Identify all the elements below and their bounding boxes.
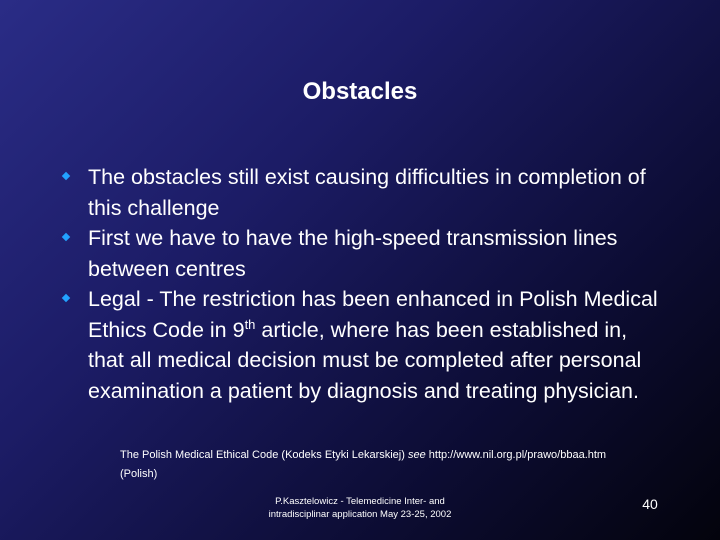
footer <box>245 495 475 521</box>
bullet-item <box>62 284 662 406</box>
reference-language: (Polish) <box>120 468 158 480</box>
diamond-bullet-icon <box>62 233 70 241</box>
bullet-item <box>62 162 662 223</box>
footer-line-1: P.Kasztelowicz - Telemedicine Inter- and <box>275 496 445 507</box>
bullet-text-start: Legal - The restriction has been enhanced in Polish Medical Ethics Code in 9 <box>88 287 658 342</box>
bullet-item <box>62 223 662 284</box>
reference-line <box>120 446 680 465</box>
reference-note <box>120 446 680 484</box>
page-number: 40 <box>642 496 658 512</box>
bullet-text-end: article, where has been established in, that all medical decision must be completed after personal examination a patient by diagnosis and treating physician. <box>88 317 642 403</box>
reference-url: http://www.nil.org.pl/prawo/bbaa.htm <box>425 449 607 461</box>
bullet-text: The obstacles still exist causing difficulties in completion of this challenge <box>88 165 646 220</box>
diamond-bullet-icon <box>62 172 70 180</box>
diamond-bullet-icon <box>62 294 70 302</box>
bullet-list <box>62 162 662 406</box>
footer-line-2: intradisciplinar application May 23-25, 2002 <box>268 509 452 520</box>
ordinal-superscript: th <box>244 316 256 332</box>
slide-title: Obstacles <box>302 78 418 105</box>
see-label: see <box>407 449 426 461</box>
bullet-text: First we have to have the high-speed transmission lines between centres <box>88 226 618 281</box>
reference-text: The Polish Medical Ethical Code (Kodeks Etyki Lekarskiej) <box>120 449 408 461</box>
